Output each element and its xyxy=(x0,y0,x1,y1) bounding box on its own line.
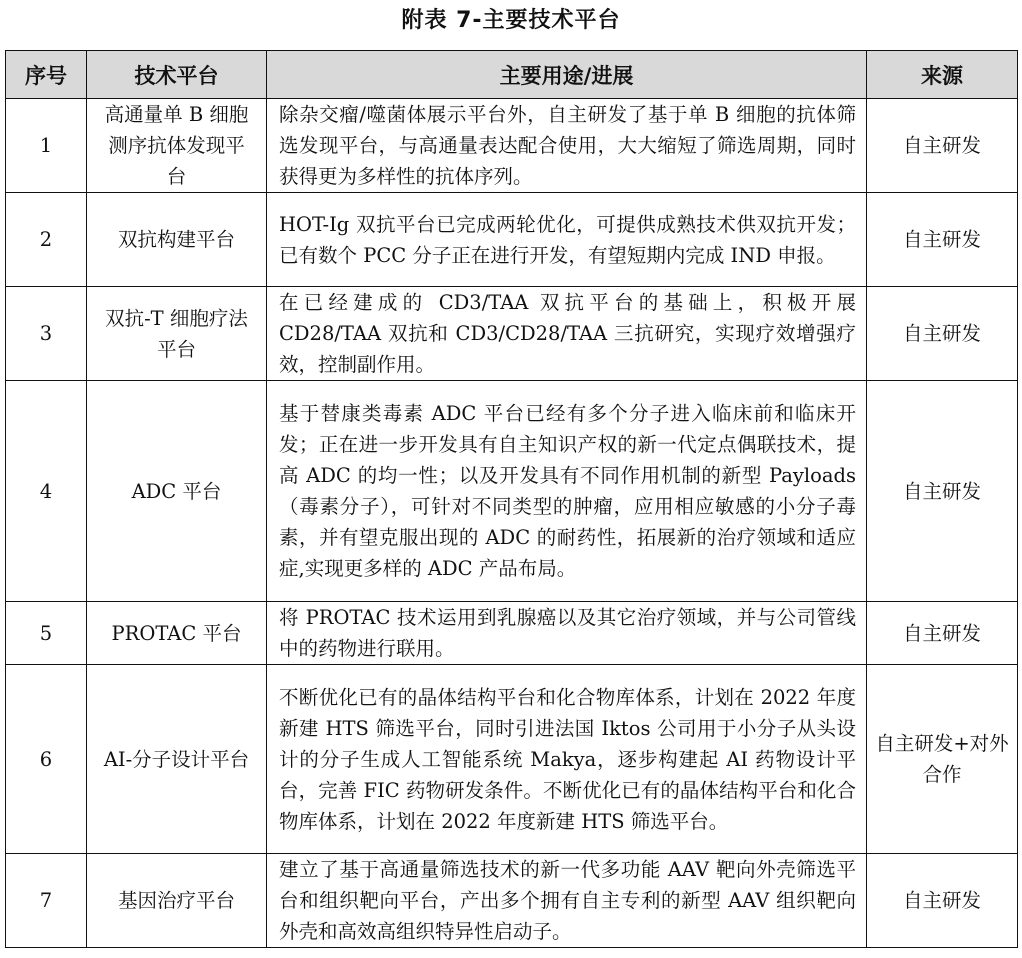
row-seq: 4 xyxy=(6,381,87,602)
platform-table xyxy=(5,50,1018,948)
table-row xyxy=(6,287,1018,381)
row-source: 自主研发 xyxy=(867,287,1018,381)
table-header-row xyxy=(6,51,1018,99)
row-platform: ADC 平台 xyxy=(87,381,267,602)
table-row xyxy=(6,665,1018,854)
row-source: 自主研发 xyxy=(867,381,1018,602)
row-usage: 基于替康类毒素 ADC 平台已经有多个分子进入临床前和临床开发；正在进一步开发具有自主知识产权的新一代定点偶联技术，提高 ADC 的均一性；以及开发具有不同作用机制的新型 Payloads（毒素分子），可针对不同类型的肿瘤，应用相应敏感的小分子毒素，并有望克服出现的 ADC 的耐药性，拓展新的治疗领域和适应症,实现更多样的 ADC 产品布局。 xyxy=(267,381,867,602)
row-source: 自主研发 xyxy=(867,854,1018,948)
row-usage: HOT-Ig 双抗平台已完成两轮优化，可提供成熟技术供双抗开发；已有数个 PCC 分子正在进行开发，有望短期内完成 IND 申报。 xyxy=(267,193,867,287)
row-usage: 不断优化已有的晶体结构平台和化合物库体系，计划在 2022 年度新建 HTS 筛选平台，同时引进法国 Iktos 公司用于小分子从头设计的分子生成人工智能系统 Makya，逐步构建起 AI 药物设计平台，完善 FIC 药物研发条件。不断优化已有的晶体结构平台和化合物库体系，计划在 2022 年度新建 HTS 筛选平台。 xyxy=(267,665,867,854)
row-platform: 高通量单 B 细胞测序抗体发现平台 xyxy=(87,99,267,193)
row-source: 自主研发+对外合作 xyxy=(867,665,1018,854)
table-row xyxy=(6,381,1018,602)
row-seq: 3 xyxy=(6,287,87,381)
row-seq: 5 xyxy=(6,602,87,665)
row-seq: 1 xyxy=(6,99,87,193)
row-platform: 双抗-T 细胞疗法平台 xyxy=(87,287,267,381)
table-row xyxy=(6,99,1018,193)
header-usage: 主要用途/进展 xyxy=(267,51,867,99)
row-usage: 除杂交瘤/噬菌体展示平台外，自主研发了基于单 B 细胞的抗体筛选发现平台，与高通量表达配合使用，大大缩短了筛选周期，同时获得更为多样性的抗体序列。 xyxy=(267,99,867,193)
table-row xyxy=(6,193,1018,287)
row-platform: 双抗构建平台 xyxy=(87,193,267,287)
table-title: 附表 7-主要技术平台 xyxy=(401,8,621,33)
row-usage: 将 PROTAC 技术运用到乳腺癌以及其它治疗领域，并与公司管线中的药物进行联用。 xyxy=(267,602,867,665)
row-usage: 建立了基于高通量筛选技术的新一代多功能 AAV 靶向外壳筛选平台和组织靶向平台，产出多个拥有自主专利的新型 AAV 组织靶向外壳和高效高组织特异性启动子。 xyxy=(267,854,867,948)
row-seq: 2 xyxy=(6,193,87,287)
header-platform: 技术平台 xyxy=(87,51,267,99)
row-platform: PROTAC 平台 xyxy=(87,602,267,665)
row-seq: 6 xyxy=(6,665,87,854)
row-platform: 基因治疗平台 xyxy=(87,854,267,948)
header-source: 来源 xyxy=(867,51,1018,99)
row-source: 自主研发 xyxy=(867,99,1018,193)
table-row xyxy=(6,854,1018,948)
row-usage: 在已经建成的 CD3/TAA 双抗平台的基础上，积极开展 CD28/TAA 双抗和 CD3/CD28/TAA 三抗研究，实现疗效增强疗效，控制副作用。 xyxy=(267,287,867,381)
row-source: 自主研发 xyxy=(867,602,1018,665)
header-seq: 序号 xyxy=(6,51,87,99)
row-source: 自主研发 xyxy=(867,193,1018,287)
row-platform: AI-分子设计平台 xyxy=(87,665,267,854)
table-row xyxy=(6,602,1018,665)
row-seq: 7 xyxy=(6,854,87,948)
